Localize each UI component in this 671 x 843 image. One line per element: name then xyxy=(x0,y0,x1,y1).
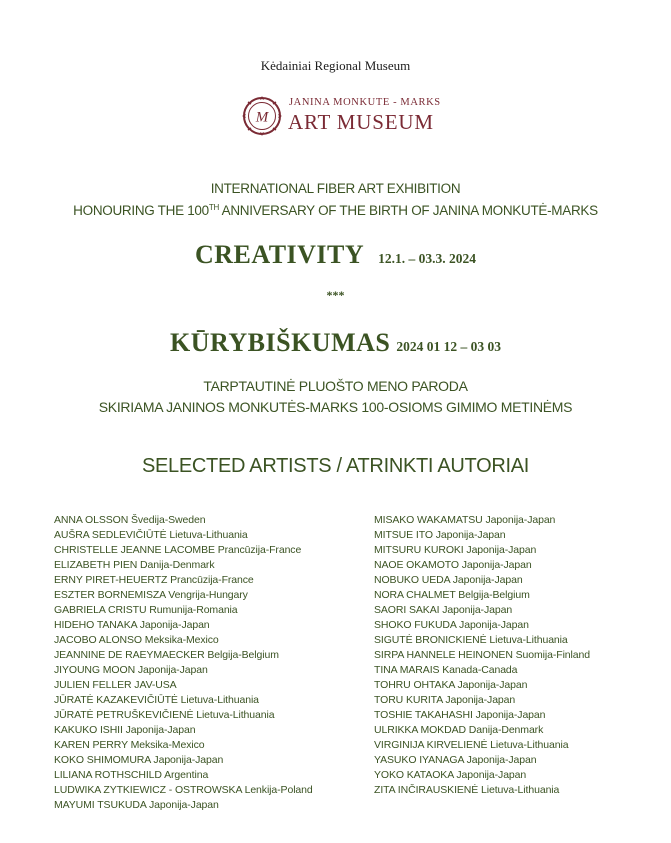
dates-lt: 2024 01 12 – 03 03 xyxy=(396,339,501,354)
artist-entry: ESZTER BORNEMISZA Vengrija-Hungary xyxy=(54,589,248,601)
exhibition-title-lt-line2: SKIRIAMA JANINOS MONKUTĖS-MARKS 100-OSIOMS GIMIMO METINĖMS xyxy=(98,399,573,415)
artist-entry: KAKUKO ISHII Japonija-Japan xyxy=(54,724,196,736)
artist-entry: AUŠRA SEDLEVIČIŪTĖ Lietuva-Lithuania xyxy=(54,529,248,541)
artist-entry: MITSUE ITO Japonija-Japan xyxy=(374,529,506,541)
artist-entry: MAYUMI TSUKUDA Japonija-Japan xyxy=(54,799,219,811)
artist-entry: MITSURU KUROKI Japonija-Japan xyxy=(374,544,537,556)
title-line2-ordinal: TH xyxy=(208,203,219,212)
artist-entry: LILIANA ROTHSCHILD Argentina xyxy=(54,769,209,781)
artist-entry: TORU KURITA Japonija-Japan xyxy=(374,694,516,706)
artist-entry: JEANNINE DE RAEYMAECKER Belgija-Belgium xyxy=(54,649,279,661)
logo-subtitle: JANINA MONKUTE - MARKS xyxy=(289,97,441,108)
artist-entry: ULRIKKA MOKDAD Danija-Denmark xyxy=(374,724,544,736)
artist-entry: TINA MARAIS Kanada-Canada xyxy=(374,664,518,676)
artists-column-left xyxy=(54,513,313,813)
dates-en: 12.1. – 03.3. 2024 xyxy=(378,251,477,266)
artist-entry: ELIZABETH PIEN Danija-Denmark xyxy=(54,559,215,571)
artist-entry: JULIEN FELLER JAV-USA xyxy=(54,679,177,691)
exhibition-title-lt-line1: TARPTAUTINĖ PLUOŠTO MENO PARODA xyxy=(203,378,468,394)
artist-entry: ANNA OLSSON Švedija-Sweden xyxy=(54,514,206,526)
artist-entry: NAOE OKAMOTO Japonija-Japan xyxy=(374,559,532,571)
artist-entry: MISAKO WAKAMATSU Japonija-Japan xyxy=(374,514,556,526)
artist-entry: TOHRU OHTAKA Japonija-Japan xyxy=(374,679,528,691)
artist-entry: CHRISTELLE JEANNE LACOMBE Prancūzija-France xyxy=(54,544,302,556)
artist-entry: JŪRATĖ KAZAKEVIČIŪTĖ Lietuva-Lithuania xyxy=(54,694,259,706)
artist-entry: HIDEHO TANAKA Japonija-Japan xyxy=(54,619,210,631)
artist-entry: SIRPA HANNELE HEINONEN Suomija-Finland xyxy=(374,649,590,661)
artist-entry: SIGUTĖ BRONICKIENĖ Lietuva-Lithuania xyxy=(374,634,568,646)
title-line2-end: ANNIVERSARY OF THE BIRTH OF JANINA MONKUTĖ-MARKS xyxy=(218,203,598,218)
artist-entry: KOKO SHIMOMURA Japonija-Japan xyxy=(54,754,224,766)
artists-column-right xyxy=(374,513,590,798)
artist-entry: GABRIELA CRISTU Rumunija-Romania xyxy=(54,604,238,616)
artist-entry: ERNY PIRET-HEUERTZ Prancūzija-France xyxy=(54,574,254,586)
exhibition-title-en-line2 xyxy=(0,203,671,218)
logo-emblem-icon xyxy=(240,94,284,138)
title-en-row xyxy=(0,240,671,270)
artist-entry: JŪRATĖ PETRUŠKEVIČIENĖ Lietuva-Lithuania xyxy=(54,709,275,721)
artist-entry: SHOKO FUKUDA Japonija-Japan xyxy=(374,619,529,631)
artist-entry: JACOBO ALONSO Meksika-Mexico xyxy=(54,634,219,646)
artist-entry: KAREN PERRY Meksika-Mexico xyxy=(54,739,205,751)
artist-entry: NORA CHALMET Belgija-Belgium xyxy=(374,589,530,601)
artist-entry: YOKO KATAOKA Japonija-Japan xyxy=(374,769,527,781)
title-kurybiskumas: KŪRYBIŠKUMAS xyxy=(170,328,391,357)
art-museum-logo xyxy=(240,94,450,138)
selected-artists-heading: SELECTED ARTISTS / ATRINKTI AUTORIAI xyxy=(141,455,530,477)
title-creativity: CREATIVITY xyxy=(194,240,365,269)
artist-entry: ZITA INČIRAUSKIENĖ Lietuva-Lithuania xyxy=(374,784,560,796)
artist-entry: TOSHIE TAKAHASHI Japonija-Japan xyxy=(374,709,546,721)
logo-title: ART MUSEUM xyxy=(288,110,434,134)
title-lt-row xyxy=(0,328,671,358)
artist-entry: YASUKO IYANAGA Japonija-Japan xyxy=(374,754,537,766)
artist-entry: SAORI SAKAI Japonija-Japan xyxy=(374,604,513,616)
artist-entry: VIRGINIJA KIRVELIENĖ Lietuva-Lithuania xyxy=(374,739,569,751)
artist-entry: LUDWIKA ZYTKIEWICZ - OSTROWSKA Lenkija-Poland xyxy=(54,784,313,796)
artist-entry: JIYOUNG MOON Japonija-Japan xyxy=(54,664,208,676)
artist-entry: NOBUKO UEDA Japonija-Japan xyxy=(374,574,523,586)
museum-name: Kėdainiai Regional Museum xyxy=(260,58,411,73)
logo-letter: M xyxy=(255,109,269,126)
title-separator: *** xyxy=(326,288,345,302)
title-line2-start: HONOURING THE 100 xyxy=(73,203,209,218)
exhibition-title-en-line1: INTERNATIONAL FIBER ART EXHIBITION xyxy=(210,181,461,196)
